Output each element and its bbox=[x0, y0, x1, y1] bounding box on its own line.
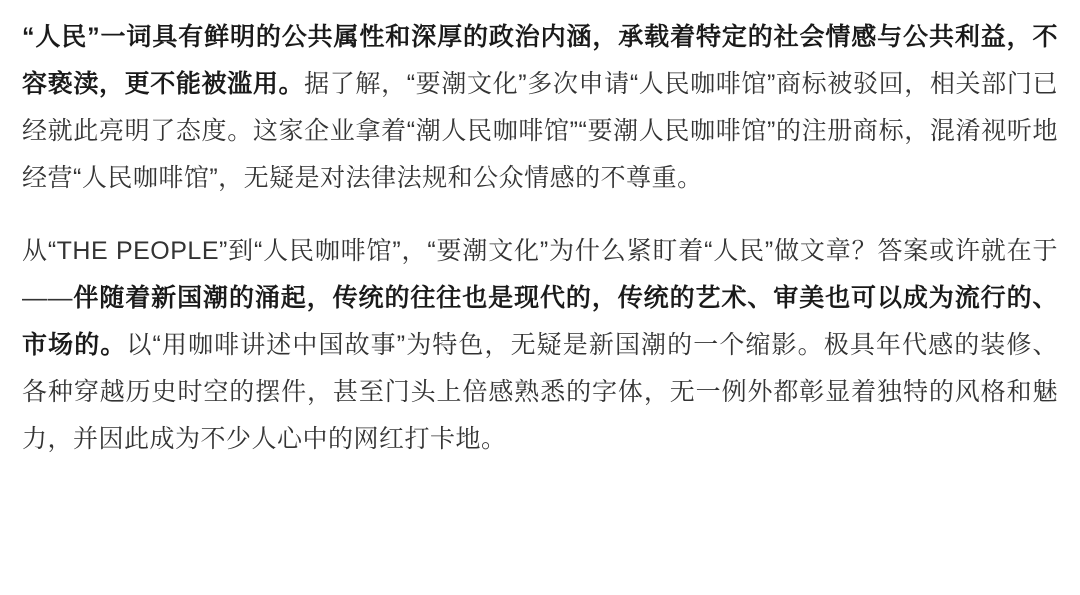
paragraph-2-run-2: 伴随着新国潮的涌起，传统的往往也是现代的，传统的艺术、审美也可以成为流行的、市场的。 bbox=[22, 284, 1058, 359]
paragraph-1-run-2: 据了解，“要潮文化”多次申请“人民咖啡馆”商标被驳回，相关部门已经就此亮明了态度。这家企业拿着“潮人民咖啡馆”“要潮人民咖啡馆”的注册商标，混淆视听地经营“人民咖啡馆”，无疑是对法律法规和公众情感的不尊重。 bbox=[22, 70, 1058, 192]
paragraph-2-run-3: 以“用咖啡讲述中国故事”为特色，无疑是新国潮的一个缩影。极具年代感的装修、各种穿越历史时空的摆件，甚至门头上倍感熟悉的字体，无一例外都彰显着独特的风格和魅力，并因此成为不少人心中的网红打卡地。 bbox=[22, 331, 1058, 453]
paragraph-2-run-1: 从“THE PEOPLE”到“人民咖啡馆”，“要潮文化”为什么紧盯着“人民”做文章？答案或许就在于—— bbox=[22, 237, 1058, 312]
paragraph-1 bbox=[22, 14, 1058, 202]
paragraph-1-run-1: “人民”一词具有鲜明的公共属性和深厚的政治内涵，承载着特定的社会情感与公共利益，不容亵渎，更不能被滥用。 bbox=[22, 23, 1058, 98]
paragraph-2 bbox=[22, 228, 1058, 463]
